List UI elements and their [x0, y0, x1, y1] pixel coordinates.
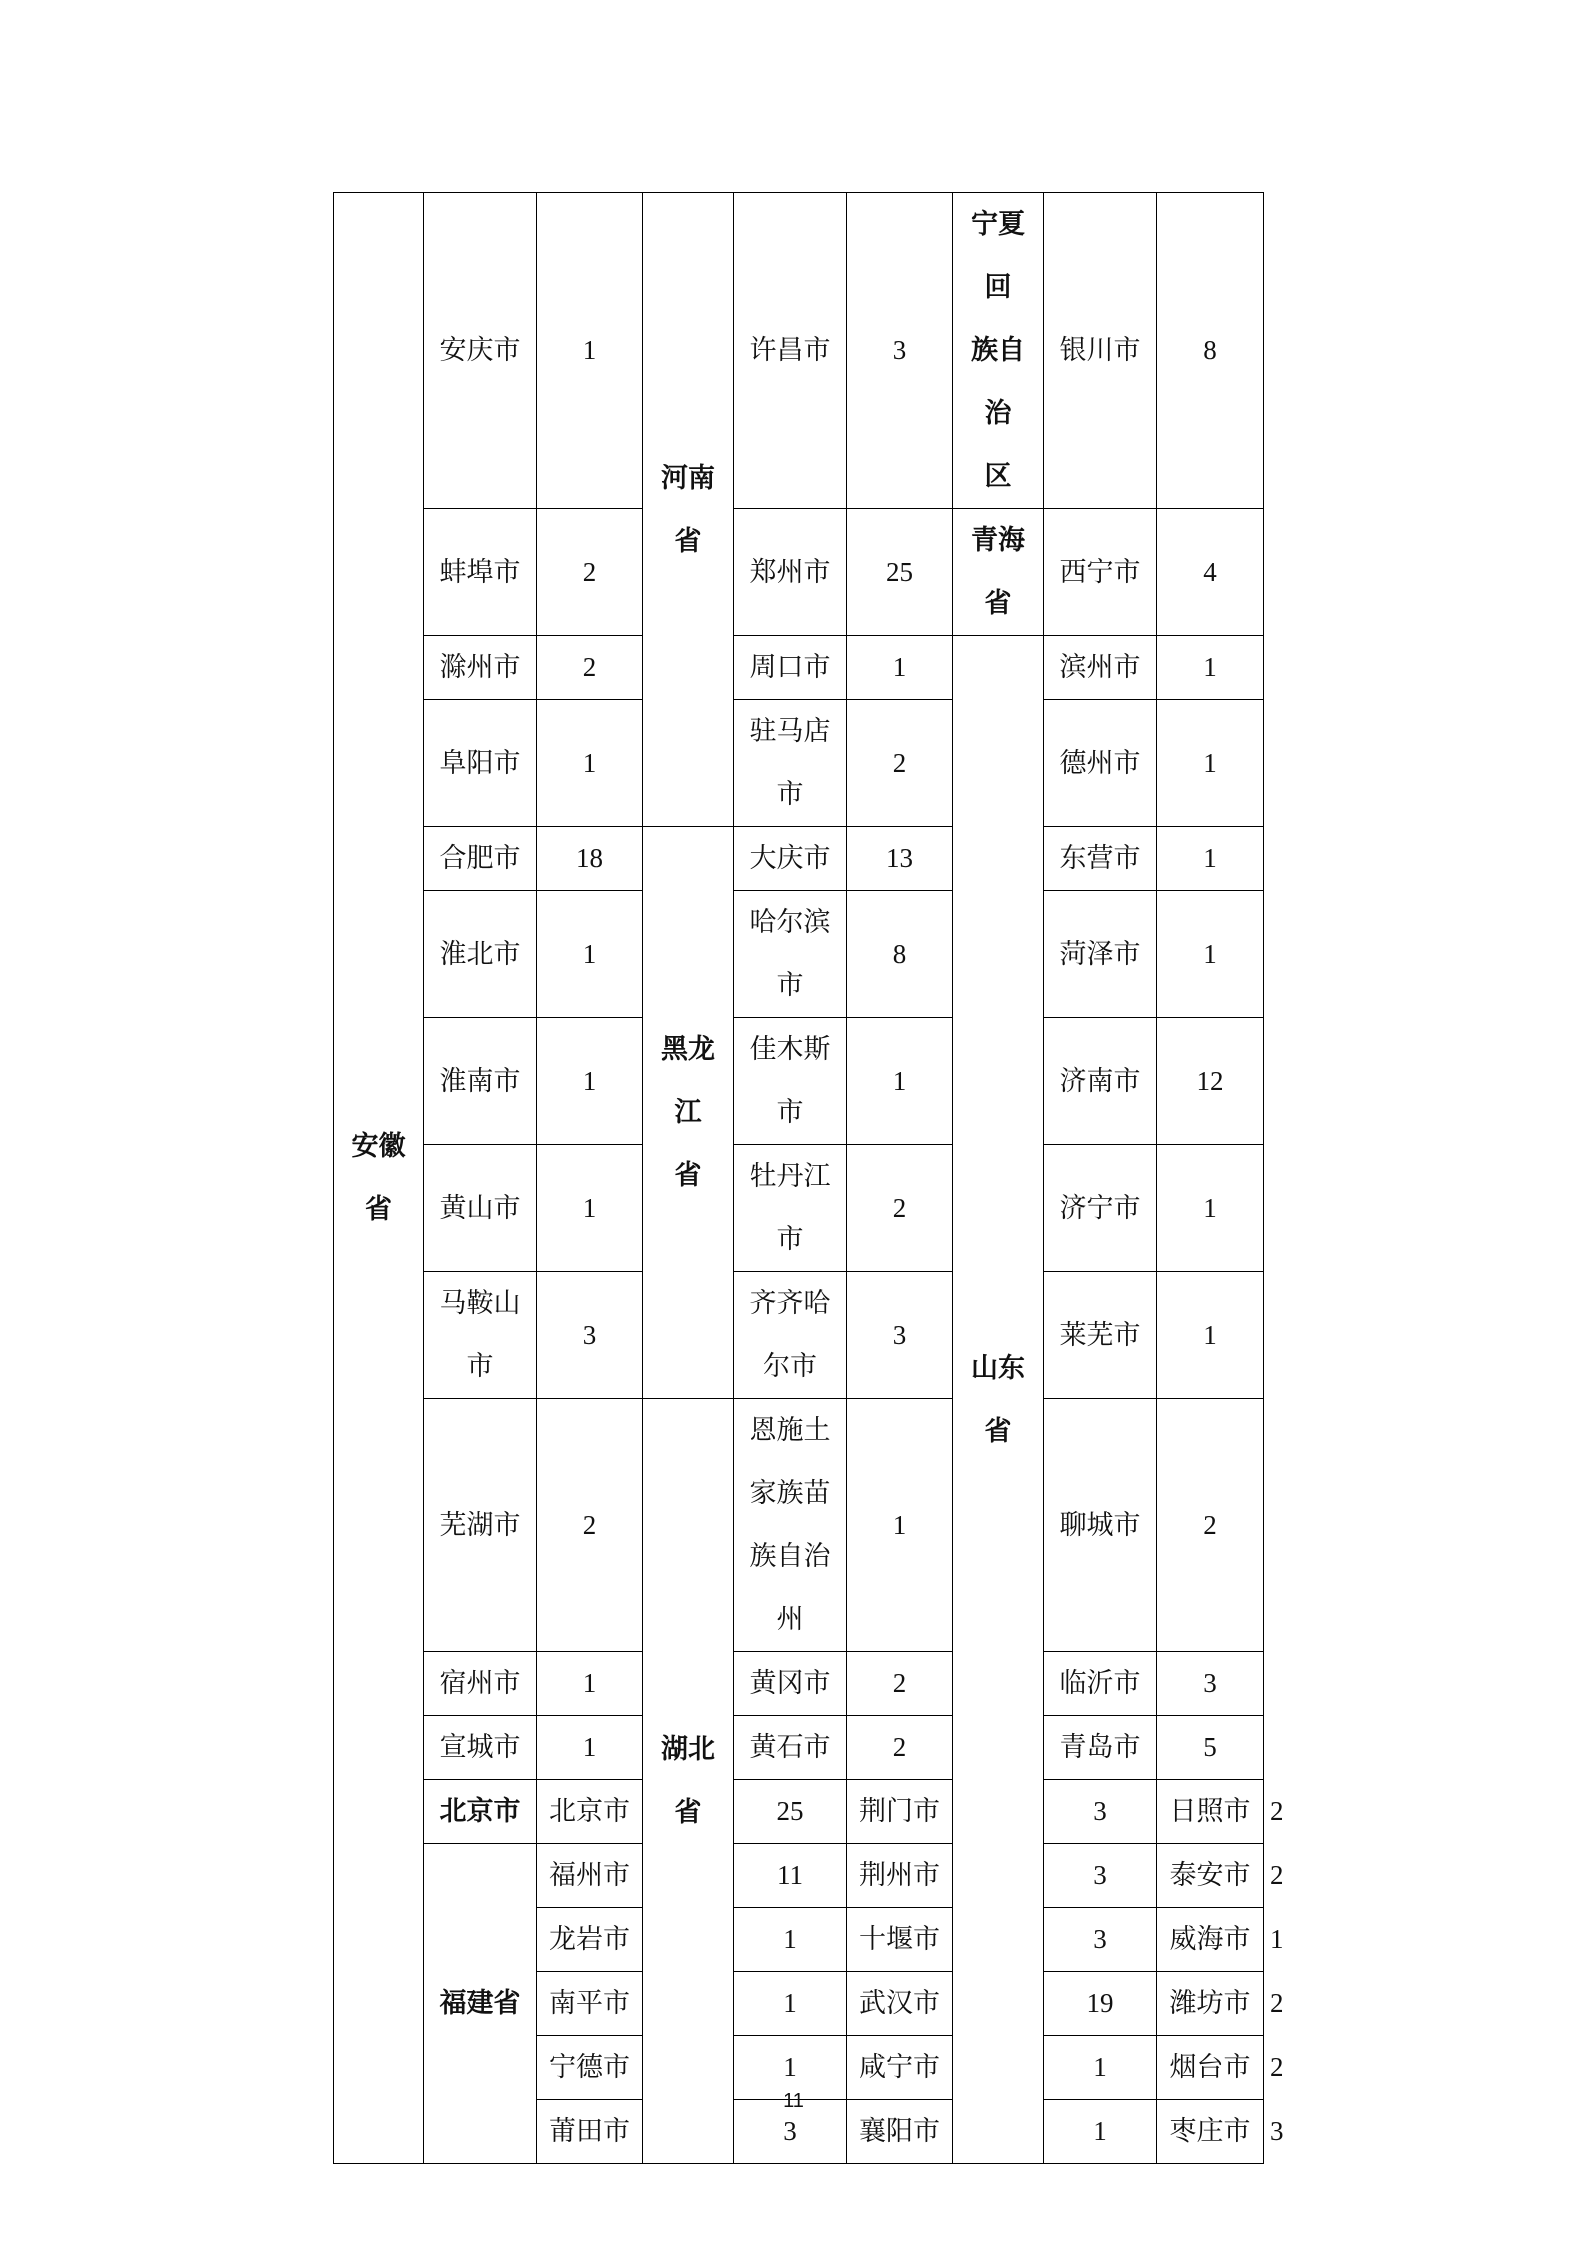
city-cell: 驻马店 市	[734, 700, 847, 827]
table-row: 北京市 北京市 25 荆门市 3 日照市 2	[334, 1780, 1264, 1844]
page-number: 11	[783, 2090, 804, 2112]
city-cell: 日照市	[1157, 1780, 1264, 1844]
city-cell: 福州市	[537, 1844, 643, 1908]
table-row	[334, 891, 1264, 1018]
city-cell: 襄阳市	[847, 2100, 953, 2164]
table-row	[334, 193, 1264, 509]
count-cell: 2	[537, 1399, 643, 1652]
count-cell: 3	[1044, 1844, 1157, 1908]
count-cell: 1	[734, 1972, 847, 2036]
region-count-table	[333, 192, 1284, 2164]
city-cell: 大庆市	[734, 827, 847, 891]
table-row	[334, 1145, 1264, 1272]
count-cell: 1	[1157, 1272, 1264, 1399]
count-cell: 25	[847, 509, 953, 636]
city-cell: 黄石市	[734, 1716, 847, 1780]
city-cell: 周口市	[734, 636, 847, 700]
count-cell: 1	[1157, 827, 1264, 891]
table-row	[334, 509, 1264, 636]
count-cell: 11	[734, 1844, 847, 1908]
city-cell: 龙岩市	[537, 1908, 643, 1972]
city-cell: 滁州市	[424, 636, 537, 700]
city-cell: 泰安市	[1157, 1844, 1264, 1908]
count-cell: 12	[1157, 1018, 1264, 1145]
city-cell: 西宁市	[1044, 509, 1157, 636]
province-cell: 福建省	[424, 1844, 537, 2164]
table-row	[334, 1272, 1264, 1399]
count-cell: 1	[537, 1145, 643, 1272]
city-cell: 宁德市	[537, 2036, 643, 2100]
count-cell: 2	[847, 1145, 953, 1272]
count-cell: 5	[1157, 1716, 1264, 1780]
count-cell: 1	[1157, 1145, 1264, 1272]
city-cell: 许昌市	[734, 193, 847, 509]
count-cell: 1	[537, 700, 643, 827]
city-cell: 荆门市	[847, 1780, 953, 1844]
table-row: 宁德市 1 咸宁市 1 烟台市 2	[334, 2036, 1264, 2100]
city-cell: 聊城市	[1044, 1399, 1157, 1652]
city-cell: 临沂市	[1044, 1652, 1157, 1716]
count-cell: 1	[537, 1652, 643, 1716]
table-row	[334, 827, 1264, 891]
city-cell: 济南市	[1044, 1018, 1157, 1145]
city-cell: 黄山市	[424, 1145, 537, 1272]
city-cell: 佳木斯 市	[734, 1018, 847, 1145]
city-cell: 牡丹江 市	[734, 1145, 847, 1272]
count-cell: 1	[734, 2036, 847, 2100]
count-cell: 19	[1044, 1972, 1157, 2036]
count-cell: 3	[734, 2100, 847, 2164]
city-cell: 恩施土 家族苗 族自治 州	[734, 1399, 847, 1652]
city-cell: 青岛市	[1044, 1716, 1157, 1780]
city-cell: 银川市	[1044, 193, 1157, 509]
count-cell: 4	[1157, 509, 1264, 636]
city-cell: 齐齐哈 尔市	[734, 1272, 847, 1399]
city-cell: 淮北市	[424, 891, 537, 1018]
count-cell: 1	[734, 1908, 847, 1972]
city-cell: 黄冈市	[734, 1652, 847, 1716]
city-cell: 郑州市	[734, 509, 847, 636]
table-row	[334, 1652, 1264, 1716]
table-row	[334, 1399, 1264, 1652]
count-cell: 2	[847, 700, 953, 827]
table-row	[334, 1716, 1264, 1780]
province-cell: 北京市	[424, 1780, 537, 1844]
city-cell: 蚌埠市	[424, 509, 537, 636]
province-cell: 宁夏回 族自治 区	[953, 193, 1044, 509]
count-cell: 1	[1044, 2100, 1157, 2164]
province-cell: 湖北省	[643, 1399, 734, 2164]
city-cell: 济宁市	[1044, 1145, 1157, 1272]
city-cell: 菏泽市	[1044, 891, 1157, 1018]
count-cell: 2	[847, 1652, 953, 1716]
count-cell: 1	[537, 193, 643, 509]
table-body	[334, 193, 1284, 2164]
count-cell: 8	[1157, 193, 1264, 509]
city-cell: 芜湖市	[424, 1399, 537, 1652]
city-cell: 哈尔滨 市	[734, 891, 847, 1018]
province-cell: 河南省	[643, 193, 734, 827]
city-cell: 安庆市	[424, 193, 537, 509]
count-cell: 3	[847, 1272, 953, 1399]
city-cell: 北京市	[537, 1780, 643, 1844]
city-cell: 阜阳市	[424, 700, 537, 827]
city-cell: 东营市	[1044, 827, 1157, 891]
count-cell: 3	[1157, 1652, 1264, 1716]
province-cell: 山东省	[953, 636, 1044, 2164]
count-cell: 1	[1157, 636, 1264, 700]
count-cell: 3	[1044, 1908, 1157, 1972]
table-row: 龙岩市 1 十堰市 3 威海市 1	[334, 1908, 1264, 1972]
city-cell: 宿州市	[424, 1652, 537, 1716]
table-row: 莆田市 3 襄阳市 1 枣庄市 3	[334, 2100, 1264, 2164]
count-cell: 1	[1044, 2036, 1157, 2100]
count-cell: 25	[734, 1780, 847, 1844]
city-cell: 淮南市	[424, 1018, 537, 1145]
city-cell: 德州市	[1044, 700, 1157, 827]
table-row	[334, 636, 1264, 700]
count-cell: 2	[1157, 1399, 1264, 1652]
count-cell: 1	[847, 636, 953, 700]
city-cell: 合肥市	[424, 827, 537, 891]
city-cell: 武汉市	[847, 1972, 953, 2036]
count-cell: 8	[847, 891, 953, 1018]
count-cell: 3	[847, 193, 953, 509]
province-cell: 黑龙江 省	[643, 827, 734, 1399]
city-cell: 滨州市	[1044, 636, 1157, 700]
city-cell: 莱芜市	[1044, 1272, 1157, 1399]
city-cell: 莆田市	[537, 2100, 643, 2164]
count-cell: 1	[847, 1399, 953, 1652]
count-cell: 1	[537, 891, 643, 1018]
city-cell: 荆州市	[847, 1844, 953, 1908]
city-cell: 南平市	[537, 1972, 643, 2036]
province-cell: 安徽省	[334, 193, 424, 2164]
count-cell: 18	[537, 827, 643, 891]
count-cell: 3	[1044, 1780, 1157, 1844]
city-cell: 枣庄市	[1157, 2100, 1264, 2164]
city-cell: 威海市	[1157, 1908, 1264, 1972]
count-cell: 3	[537, 1272, 643, 1399]
city-cell: 潍坊市	[1157, 1972, 1264, 2036]
city-cell: 十堰市	[847, 1908, 953, 1972]
city-cell: 咸宁市	[847, 2036, 953, 2100]
province-cell: 青海省	[953, 509, 1044, 636]
count-cell: 2	[537, 509, 643, 636]
count-cell: 13	[847, 827, 953, 891]
count-cell: 1	[847, 1018, 953, 1145]
count-cell: 1	[537, 1018, 643, 1145]
city-cell: 马鞍山 市	[424, 1272, 537, 1399]
city-cell: 宣城市	[424, 1716, 537, 1780]
count-cell: 1	[1157, 700, 1264, 827]
table-row: 福建省 福州市 11 荆州市 3 泰安市 2	[334, 1844, 1264, 1908]
table-row: 南平市 1 武汉市 19 潍坊市 2	[334, 1972, 1264, 2036]
count-cell: 1	[537, 1716, 643, 1780]
table-row	[334, 1018, 1264, 1145]
count-cell: 2	[847, 1716, 953, 1780]
city-cell: 烟台市	[1157, 2036, 1264, 2100]
count-cell: 2	[537, 636, 643, 700]
count-cell: 1	[1157, 891, 1264, 1018]
table-row	[334, 700, 1264, 827]
